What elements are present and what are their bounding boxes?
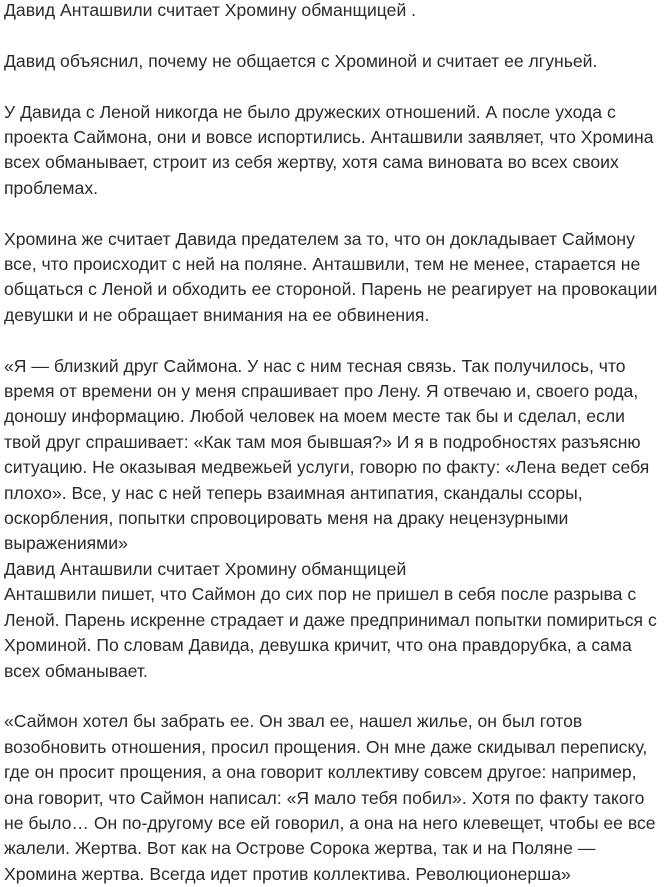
article-title: Давид Анташвили считает Хромину обманщицей .	[4, 0, 417, 20]
paragraph-simon-breakup: Анташвили пишет, что Саймон до сих пор не пришел в себя после разрыва с Леной. Парень искренне страдает и даже предпринимал попытки помириться с Хроминой. По словам Давида, девушка кричит, что она правдорубка, а сама всех обманывает.	[4, 584, 657, 681]
quote-david-first: «Я — близкий друг Саймона. У нас с ним тесная связь. Так получилось, что время от времени он у меня спрашивает про Лену. Я отвечаю и, своего рода, доношу информацию. Любой человек на моем месте так бы и сделал, если твой друг спрашивает: «Как там моя бывшая?» И я в подробностях разъясню ситуацию. Не оказывая медвежьей услуги, говорю по факту: «Лена ведет себя плохо». Все, у нас с ней теперь взаимная антипатия, скандалы ссоры, оскорбления, попытки спровоцировать меня на драку нецензурными выражениями»	[4, 355, 650, 554]
image-caption: Давид Анташвили считает Хромину обманщицей	[4, 558, 407, 579]
paragraph-relations: У Давида с Леной никогда не было дружеских отношений. А после ухода с проекта Саймона, они и вовсе испортились. Анташвили заявляет, что Хромина всех обманывает, строит из себя жертву, хотя сама виновата во всех своих проблемах.	[4, 101, 654, 198]
paragraph-khromina-view: Хромина же считает Давида предателем за то, что он докладывает Саймону все, что происходит с ней на поляне. Анташвили, тем не менее, старается не общаться с Леной и обходить ее стороной. Парень не реагирует на провокации девушки и не обращает внимания на ее обвинения.	[4, 228, 658, 325]
lead-paragraph: Давид объяснил, почему не общается с Хроминой и считает ее лгуньей.	[4, 50, 598, 71]
quote-david-second: «Саймон хотел бы забрать ее. Он звал ее, нашел жилье, он был готов возобновить отношения, просил прощения. Он мне даже скидывал переписку, где он просит прощения, а она говорит коллективу совсем другое: например, она говорит, что Саймон написал: «Я мало тебя побил». Хотя по факту такого не было… Он по-другому все ей говорил, а она на него клевещет, чтобы ее все жалели. Жертва. Вот как на Острове Сорока жертва, так и на Поляне — Хромина жертва. Всегда идет против коллектива. Революционерша»	[4, 711, 656, 884]
